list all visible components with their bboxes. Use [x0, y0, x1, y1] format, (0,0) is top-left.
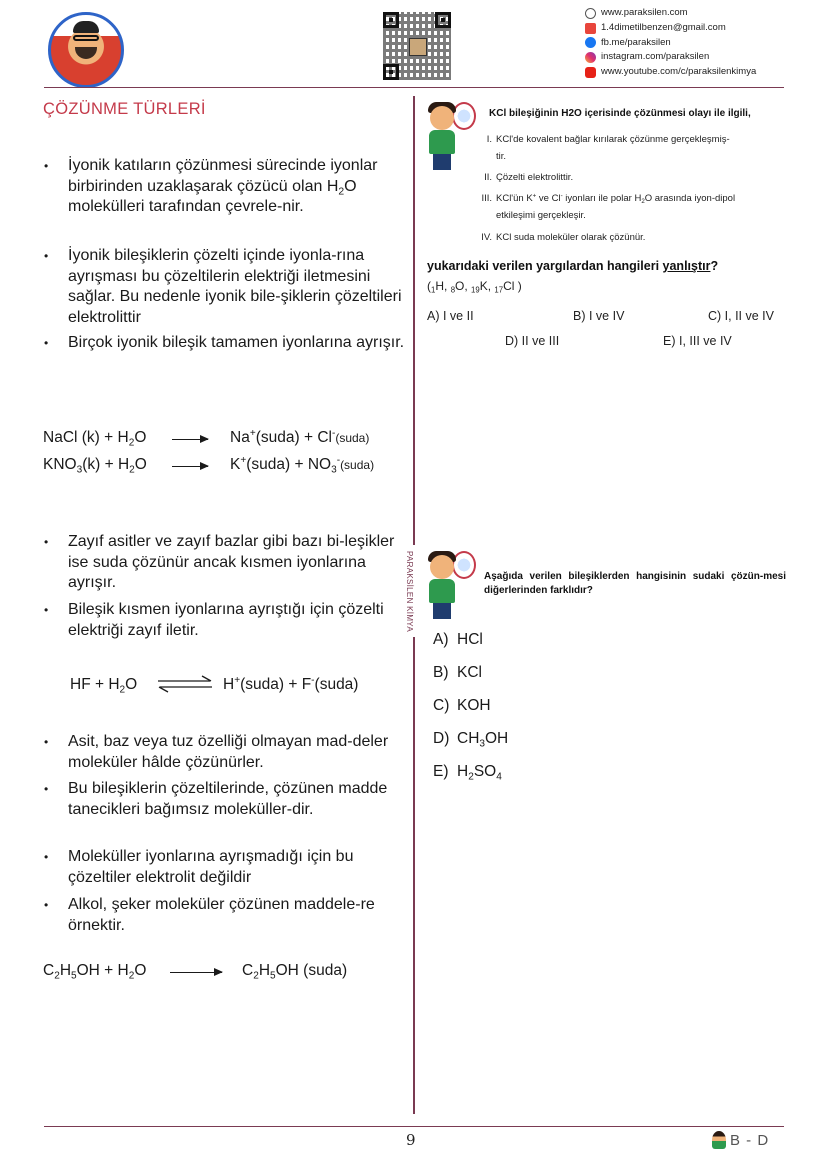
equation-arrow — [172, 439, 208, 440]
q1-option-d[interactable]: D) II ve III — [505, 334, 560, 348]
youtube-link[interactable]: www.youtube.com/c/paraksilenkimya — [601, 66, 757, 78]
globe-icon — [585, 8, 596, 19]
q1-option-c[interactable]: C) I, II ve IV — [708, 309, 774, 323]
equation-nacl-right: Na+(suda) + Cl-(suda) — [230, 427, 370, 446]
statement-1-cont: tir. — [496, 151, 507, 162]
q1-option-a[interactable]: A) I ve II — [427, 309, 474, 323]
atomic-numbers-note: ($_1H$, $_8$O, $_{19}$K, $_{17}$Cl ) — [427, 279, 522, 295]
q2-option-a[interactable]: A) HCl — [433, 631, 483, 648]
q2-option-b[interactable]: B) KCl — [433, 664, 482, 681]
header-divider — [44, 87, 784, 88]
equation-ethanol-left: $C_2H_5OH + H_2O$ — [43, 962, 147, 982]
bullet-6: • Asit, baz veya tuz özelliği olmayan mad-deler moleküler hâlde çözünürler. — [44, 733, 389, 771]
bullet-8: • Moleküller iyonlarına ayrışmadığı için bu çözeltiler elektrolit değildir — [44, 848, 354, 886]
q2-option-c[interactable]: C) KOH — [433, 697, 491, 714]
equation-kno3-left: $KNO_3(k) + H_2O$ — [43, 456, 147, 476]
question-1-stem: KCl bileşiğinin H2O içerisinde çözünmesi olayı ile ilgili, — [489, 108, 751, 119]
gmail-icon — [585, 23, 596, 34]
q2-option-e[interactable]: E) $H_2SO_4$ — [433, 763, 502, 783]
bullet-1: • İyonik katıların çözünmesi sürecinde iyonlar birbirinden uzaklaşarak çözücü olan $H_2O$ molekülleri tarafından çevrele-nir. — [44, 157, 378, 215]
q2-option-d[interactable]: D) $CH_3OH$ — [433, 730, 509, 750]
equilibrium-arrow-icon — [156, 675, 214, 693]
answer-key: B - D — [712, 1131, 769, 1149]
statement-2: II. Çözelti elektrolittir. — [484, 172, 574, 183]
equation-kno3-right: K+(suda) + $NO_3^-(suda)$ — [230, 454, 375, 476]
youtube-icon — [585, 67, 596, 78]
statement-1: I. KCl'de kovalent bağlar kırılarak çözünme gerçekleşmiş- — [486, 134, 730, 145]
statement-3: III. KCl'ün K+ ve Cl- iyonları ile polar $H_2O$ arasında iyon-dipol — [481, 192, 736, 206]
instagram-link[interactable]: instagram.com/paraksilen — [601, 51, 710, 63]
statement-4: IV. KCl suda moleküler olarak çözünür. — [481, 232, 646, 243]
equation-hf-right: H+(suda) + F-(suda) — [223, 674, 359, 693]
mascot-icon — [424, 549, 479, 624]
mascot-mini-icon — [712, 1131, 726, 1149]
q1-option-e[interactable]: E) I, III ve IV — [663, 334, 732, 348]
question-2-stem: Aşağıda verilen bileşiklerden hangisinin sudaki çözün-mesi diğerlerinden farklıdır? — [484, 571, 786, 596]
side-watermark: PARAKSİLEN KİMYA — [399, 545, 419, 637]
equation-arrow — [172, 466, 208, 467]
website-link[interactable]: www.paraksilen.com — [601, 7, 688, 18]
facebook-link[interactable]: fb.me/paraksilen — [601, 36, 671, 48]
page-number: 9 — [406, 1131, 416, 1149]
q1-option-b[interactable]: B) I ve IV — [573, 309, 625, 323]
contact-list — [585, 6, 756, 80]
equation-arrow — [170, 972, 222, 973]
bullet-3: • Birçok iyonik bileşik tamamen iyonlarına ayrışır. — [44, 334, 405, 351]
email-link[interactable]: 1.4dimetilbenzen@gmail.com — [601, 21, 726, 33]
mascot-icon — [424, 100, 479, 175]
author-avatar — [48, 12, 124, 88]
bullet-9: • Alkol, şeker moleküler çözünen maddele-re örnektir. — [44, 896, 375, 934]
statement-3-cont: etkileşimi gerçekleşir. — [496, 210, 586, 221]
equation-nacl-left: NaCl $(k) + H_2O$ — [43, 429, 147, 449]
bullet-5: • Bileşik kısmen iyonlarına ayrıştığı için çözelti elektriği zayıf iletir. — [44, 601, 384, 639]
instagram-icon — [585, 52, 596, 63]
footer-divider — [44, 1126, 784, 1127]
equation-hf-left: HF + $H_2O$ — [70, 676, 138, 696]
section-title: ÇÖZÜNME TÜRLERİ — [43, 100, 206, 118]
bullet-7: • Bu bileşiklerin çözeltilerinde, çözünen madde tanecikleri bağımsız moleküller-dir. — [44, 780, 388, 818]
qr-code[interactable] — [383, 12, 451, 80]
bullet-4: • Zayıf asitler ve zayıf bazlar gibi bazı bi-leşikler ise suda çözünür ancak kısmen iyonlarına ayrışır. — [44, 533, 395, 591]
equation-ethanol-right: $C_2H_5OH$ (suda) — [242, 962, 348, 982]
question-1-prompt: yukarıdaki verilen yargılardan hangileri yanlıştır? — [427, 259, 719, 273]
facebook-icon — [585, 37, 596, 48]
bullet-2: • İyonik bileşiklerin çözelti içinde iyonla-rına ayrışması bu çözeltilerin elektriği iletmesini sağlar. Bu nedenle iyonik bile-şiklerin çözeltileri elektrolittir — [44, 247, 402, 326]
